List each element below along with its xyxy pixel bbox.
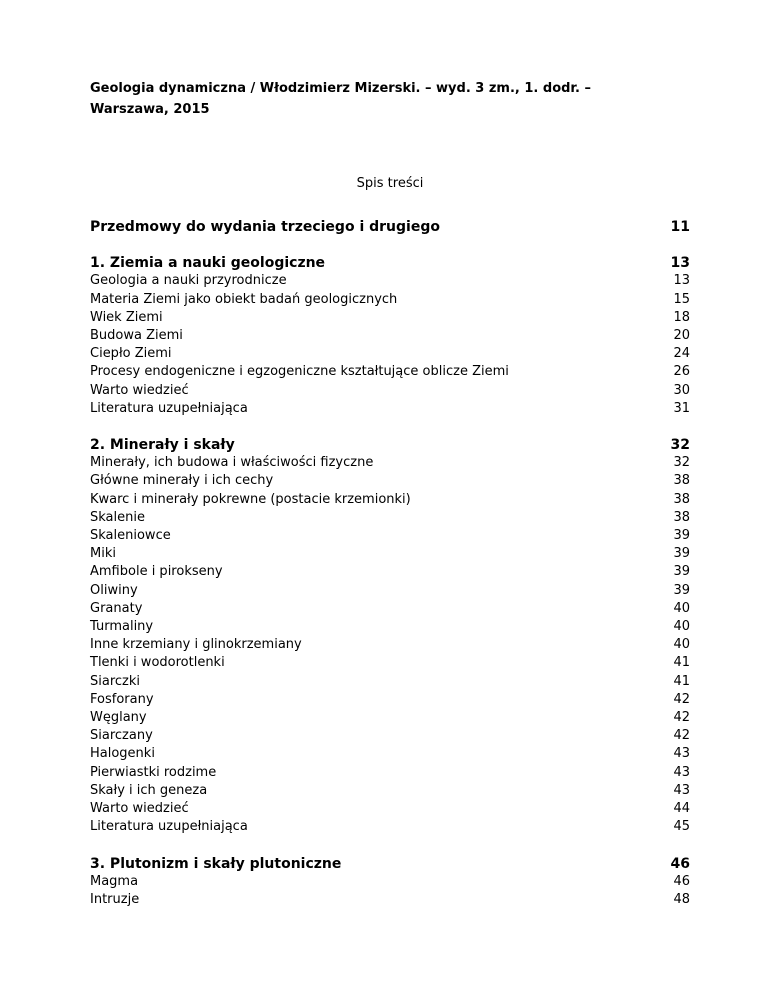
toc-entry-label: Kwarc i minerały pokrewne (postacie krzemionki) [90, 491, 411, 507]
toc-entry-page: 38 [673, 491, 690, 507]
toc-entry-page: 45 [673, 819, 690, 835]
toc-entry-row [90, 727, 690, 745]
toc-entry-page: 18 [673, 309, 690, 325]
toc-entry-label: Siarczany [90, 728, 153, 744]
toc-entry-page: 30 [673, 382, 690, 398]
toc-entry-row [90, 491, 690, 509]
toc-entry-page: 44 [673, 801, 690, 817]
toc-entry-row [90, 582, 690, 600]
toc-entry-label: Wiek Ziemi [90, 309, 163, 325]
book-title-line-1: Geologia dynamiczna / Włodzimierz Mizerski. – wyd. 3 zm., 1. dodr. – [90, 81, 591, 96]
toc-entry-label: Skaleniowce [90, 528, 171, 544]
toc-entry-page: 39 [673, 582, 690, 598]
toc-entry-row [90, 400, 690, 418]
toc-entry-page: 31 [673, 400, 690, 416]
toc-chapter-page: 32 [670, 437, 690, 454]
toc-entry-page: 39 [673, 528, 690, 544]
toc-entry-row [90, 745, 690, 763]
toc-entry-row [90, 509, 690, 527]
toc-entry-page: 39 [673, 564, 690, 580]
toc-entry-label: Magma [90, 873, 139, 889]
toc-entry-label: Węglany [90, 710, 147, 726]
toc-entry-page: 13 [673, 273, 690, 289]
toc-entry-row [90, 291, 690, 309]
toc-chapter-row [90, 855, 690, 873]
toc-entry-row [90, 527, 690, 545]
toc-entry-label: Literatura uzupełniająca [90, 819, 248, 835]
toc-section [90, 855, 690, 910]
toc-entry-label: Tlenki i wodorotlenki [90, 655, 225, 671]
book-title-line-2: Warszawa, 2015 [90, 102, 210, 117]
toc-entry-row [90, 873, 690, 891]
toc-heading: Spis treści [356, 176, 424, 191]
toc-entry-label: Inne krzemiany i glinokrzemiany [90, 637, 302, 653]
toc-entry-row [90, 691, 690, 709]
toc-entry-label: Geologia a nauki przyrodnicze [90, 273, 287, 289]
toc-entry-label: Oliwiny [90, 582, 138, 598]
toc-chapter-title: 2. Minerały i skały [90, 437, 235, 454]
toc-entry-label: Siarczki [90, 673, 141, 689]
toc-entry-page: 43 [673, 782, 690, 798]
book-title [90, 78, 690, 120]
toc-chapter-title: Przedmowy do wydania trzeciego i drugiego [90, 219, 440, 235]
toc-entry-row [90, 709, 690, 727]
toc-entry-page: 43 [673, 746, 690, 762]
toc-entry-page: 42 [673, 728, 690, 744]
toc-entry-row [90, 764, 690, 782]
toc-chapter-row [90, 218, 690, 236]
toc-entry-label: Materia Ziemi jako obiekt badań geologicznych [90, 291, 398, 307]
toc-entry-page: 43 [673, 764, 690, 780]
toc-entry-label: Procesy endogeniczne i egzogeniczne kształtujące oblicze Ziemi [90, 364, 509, 380]
toc-entry-page: 32 [673, 455, 690, 471]
toc-entry-page: 38 [673, 509, 690, 525]
toc-entry-row [90, 345, 690, 363]
toc-entry-row [90, 327, 690, 345]
toc-entry-label: Główne minerały i ich cechy [90, 473, 274, 489]
toc-entry-label: Fosforany [90, 691, 154, 707]
toc-chapter-page: 13 [670, 255, 690, 272]
toc-entry-row [90, 454, 690, 472]
toc-entry-page: 38 [673, 473, 690, 489]
toc-chapter-page: 11 [670, 219, 690, 235]
toc-entry-page: 41 [673, 655, 690, 671]
toc-entry-label: Amfibole i pirokseny [90, 564, 223, 580]
toc-chapter-row [90, 254, 690, 272]
toc-entry-row [90, 654, 690, 672]
toc-entry-row [90, 618, 690, 636]
toc-entry-label: Granaty [90, 600, 143, 616]
toc-entry-label: Literatura uzupełniająca [90, 400, 248, 416]
toc-entry-page: 40 [673, 619, 690, 635]
toc-entry-page: 42 [673, 710, 690, 726]
toc-entry-label: Ciepło Ziemi [90, 346, 172, 362]
toc-entry-page: 41 [673, 673, 690, 689]
toc-entry-label: Skały i ich geneza [90, 782, 208, 798]
toc-entry-label: Minerały, ich budowa i właściwości fizyczne [90, 455, 374, 471]
toc-entry-page: 15 [673, 291, 690, 307]
toc-entry-page: 48 [673, 891, 690, 907]
toc-entry-label: Budowa Ziemi [90, 328, 183, 344]
toc-entry-row [90, 800, 690, 818]
toc-entry-label: Halogenki [90, 746, 155, 762]
toc-entry-label: Intruzje [90, 891, 140, 907]
toc-entry-page: 40 [673, 637, 690, 653]
toc-entry-label: Warto wiedzieć [90, 382, 189, 398]
toc-entry-row [90, 636, 690, 654]
toc-entry-page: 24 [673, 346, 690, 362]
toc-chapter-title: 3. Plutonizm i skały plutoniczne [90, 855, 342, 872]
toc-entry-label: Pierwiastki rodzime [90, 764, 217, 780]
toc-entry-label: Skalenie [90, 509, 145, 525]
toc-entry-page: 42 [673, 691, 690, 707]
toc-entry-row [90, 363, 690, 381]
toc-entry-page: 40 [673, 600, 690, 616]
toc-entry-row [90, 600, 690, 618]
toc-chapter-title: 1. Ziemia a nauki geologiczne [90, 255, 326, 272]
toc-entry-row [90, 782, 690, 800]
toc-entry-page: 46 [673, 873, 690, 889]
toc-entry-row [90, 891, 690, 909]
toc-entry-page: 20 [673, 328, 690, 344]
toc-entry-row [90, 563, 690, 581]
toc-entry-row [90, 818, 690, 836]
toc-section [90, 254, 690, 418]
toc-entry-row [90, 673, 690, 691]
document-page [90, 78, 690, 927]
toc-chapter-page: 46 [670, 855, 690, 872]
toc-entry-label: Miki [90, 546, 116, 562]
toc-entry-row [90, 309, 690, 327]
toc-entry-row [90, 272, 690, 290]
toc-section [90, 436, 690, 836]
toc-entry-page: 26 [673, 364, 690, 380]
toc-entry-row [90, 545, 690, 563]
toc-entry-page: 39 [673, 546, 690, 562]
toc-chapter-row [90, 436, 690, 454]
table-of-contents [90, 218, 690, 909]
toc-entry-row [90, 472, 690, 490]
toc-entry-row [90, 382, 690, 400]
toc-entry-label: Turmaliny [90, 619, 154, 635]
toc-entry-label: Warto wiedzieć [90, 801, 189, 817]
toc-section [90, 218, 690, 236]
